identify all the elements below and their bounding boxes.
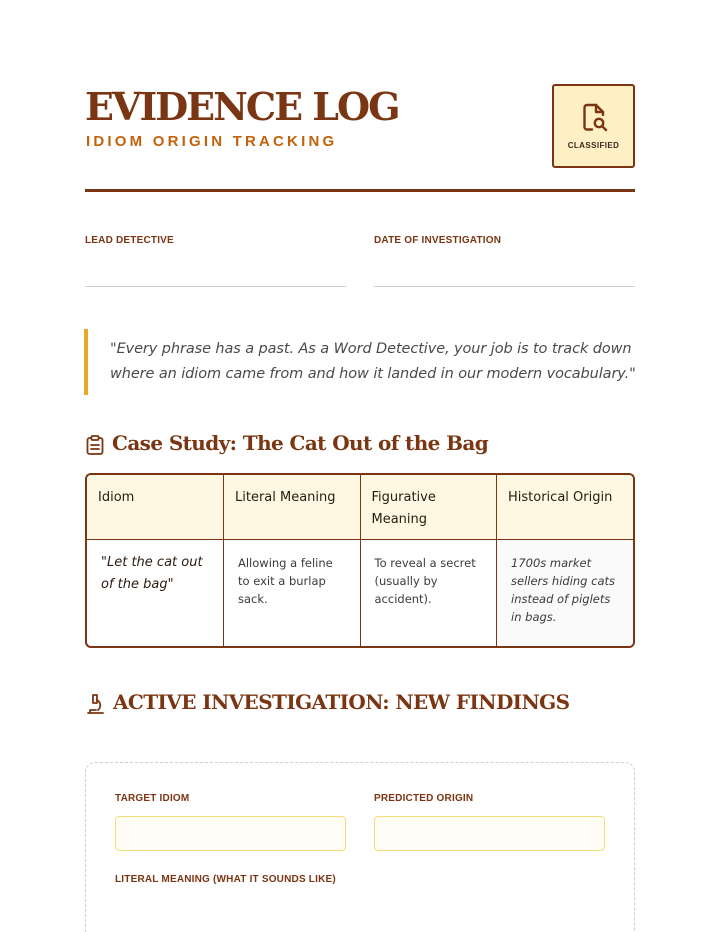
table-header-row <box>87 475 633 539</box>
page-subtitle: IDIOM ORIGIN TRACKING <box>86 133 338 150</box>
cell-idiom: "Let the cat out of the bag" <box>101 554 203 592</box>
table-row <box>87 539 633 646</box>
column-header-idiom: Idiom <box>87 475 224 539</box>
quote-accent-bar <box>84 329 88 395</box>
literal-meaning-label: LITERAL MEANING (WHAT IT SOUNDS LIKE) <box>115 874 336 885</box>
classified-stamp <box>552 84 635 168</box>
stamp-label: CLASSIFIED <box>567 141 620 150</box>
column-header-figurative-meaning: Figurative Meaning <box>360 475 497 539</box>
detective-quote: "Every phrase has a past. As a Word Detective, your job is to track down where an idiom came from and how it landed in our modern vocabulary." <box>110 341 636 382</box>
target-idiom-input[interactable] <box>115 816 346 851</box>
microscope-icon <box>85 692 107 716</box>
clipboard-icon <box>85 434 105 456</box>
column-header-literal-meaning: Literal Meaning <box>224 475 361 539</box>
case-study-table <box>85 473 635 648</box>
new-findings-panel <box>85 762 635 932</box>
cell-literal-meaning: Allowing a feline to exit a burlap sack. <box>224 539 361 646</box>
column-header-historical-origin: Historical Origin <box>497 475 634 539</box>
cell-historical-origin: 1700s market sellers hiding cats instead of piglets in bags. <box>497 539 634 646</box>
lead-detective-label: LEAD DETECTIVE <box>85 235 174 246</box>
date-of-investigation-field[interactable] <box>374 286 635 287</box>
header-divider <box>85 189 635 192</box>
predicted-origin-label: PREDICTED ORIGIN <box>374 793 474 804</box>
file-search-icon <box>580 102 610 134</box>
lead-detective-field[interactable] <box>85 286 346 287</box>
date-of-investigation-label: DATE OF INVESTIGATION <box>374 235 502 246</box>
page-title: EVIDENCE LOG <box>85 84 399 129</box>
case-study-heading: Case Study: The Cat Out of the Bag <box>112 431 489 455</box>
active-investigation-heading: ACTIVE INVESTIGATION: NEW FINDINGS <box>113 690 570 714</box>
cell-figurative-meaning: To reveal a secret (usually by accident). <box>360 539 497 646</box>
predicted-origin-input[interactable] <box>374 816 605 851</box>
target-idiom-label: TARGET IDIOM <box>115 793 190 804</box>
